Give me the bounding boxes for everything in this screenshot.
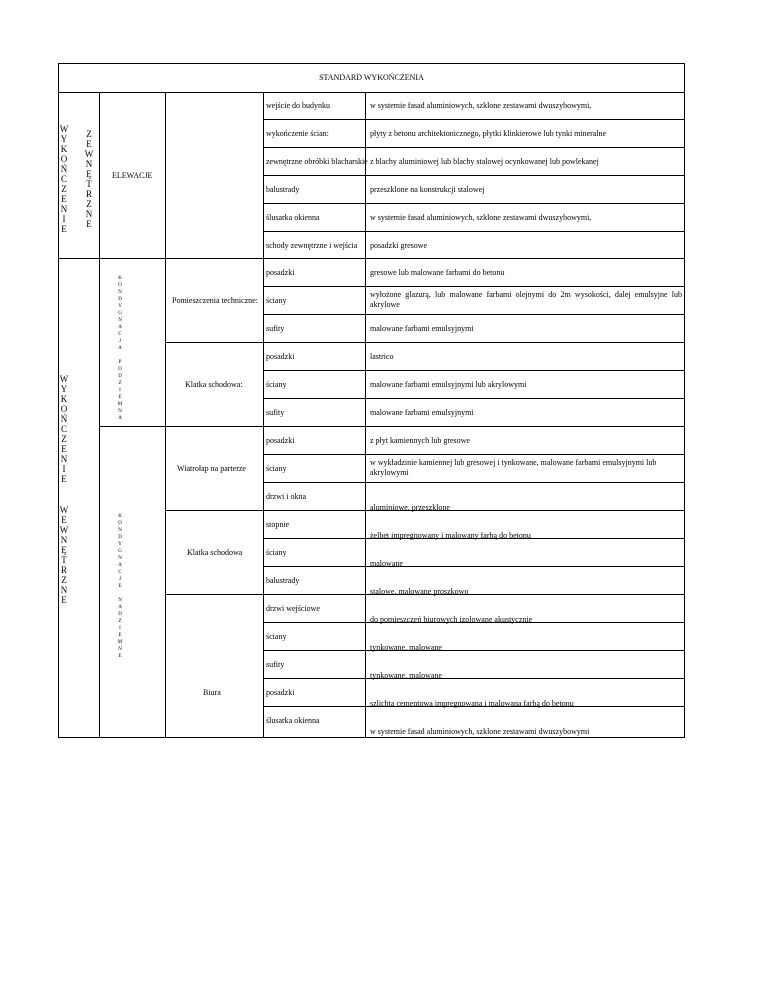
row-desc: stalowe, malowane proszkowo — [370, 587, 469, 596]
col-border-b — [165, 92, 166, 738]
row-item: sufity — [266, 660, 285, 669]
row-line — [263, 175, 685, 176]
row-item: ślusarka okienna — [266, 716, 320, 725]
row-item: ściany — [266, 548, 287, 557]
row-line — [263, 203, 685, 204]
group-wiatrolap: Wiatrołap na parterze — [177, 464, 246, 473]
row-item: schody zewnętrzne i wejścia — [266, 241, 358, 250]
col-border-d — [365, 92, 366, 738]
row-desc: w systemie fasad aluminiowych, szklone zestawami dwuszybowymi — [370, 727, 590, 736]
row-desc: wyłożone glazurą, lub malowane farbami olejnymi do 2m wysokości, dalej emulsyjne lub akrylowe — [370, 290, 682, 309]
row-line — [263, 231, 685, 232]
row-line — [263, 454, 685, 455]
row-item: stopnie — [266, 520, 290, 529]
page-title: STANDARD WYKOŃCZENIA — [319, 73, 424, 82]
frame-bottom — [58, 737, 685, 738]
group-pomieszczenia-techniczne: Pomieszczenia techniczne: — [172, 296, 258, 305]
row-desc: malowane — [370, 559, 403, 568]
row-desc: w systemie fasad aluminiowych, szklone zestawami dwuszybowymi, — [370, 213, 592, 222]
group-elewacje: ELEWACJE — [112, 171, 153, 180]
group-div-1 — [165, 342, 685, 343]
row-item: balustrady — [266, 576, 300, 585]
row-line — [263, 678, 685, 679]
row-line — [263, 566, 685, 567]
row-line — [263, 286, 685, 287]
row-desc: aluminiowe, przeszklone — [370, 503, 450, 512]
row-item: ściany — [266, 380, 287, 389]
row-item: sufity — [266, 324, 285, 333]
row-item: balustrady — [266, 185, 300, 194]
row-item: drzwi i okna — [266, 492, 306, 501]
row-desc: z płyt kamiennych lub gresowe — [370, 436, 470, 445]
row-line — [263, 398, 685, 399]
row-desc: w wykładzinie kamiennej lub gresowej i tynkowane, malowane farbami emulsyjnymi lub akrylowymi — [370, 458, 657, 477]
row-item: wykończenie ścian: — [266, 129, 329, 138]
row-desc: przeszklone na konstrukcji stalowej — [370, 185, 485, 194]
row-line — [263, 650, 685, 651]
label-wykonczenie-zewnetrzne-b: Z E W N Ę T R Z N E — [84, 129, 94, 229]
row-desc: z blachy aluminiowej lub blachy stalowej ocynkowanej lub powlekanej — [370, 157, 599, 166]
label-wykonczenie-zewnetrzne-a: W Y K O Ń C Z E N I E — [59, 124, 69, 234]
group-klatka-schodowa-nadziemna: Klatka schodowa — [187, 548, 243, 557]
group-klatka-schodowa-podziemna: Klatka schodowa: — [185, 380, 243, 389]
row-desc: malowane farbami emulsyjnymi — [370, 408, 474, 417]
row-item: drzwi wejściowe — [266, 604, 320, 613]
row-desc: szlichta cementowa impregnowana i malowana farbą do betonu — [370, 699, 574, 708]
row-line — [263, 147, 685, 148]
label-kondygnacje-nadziemne: K O N D Y G N A C J E N A D Z I E M N E — [117, 514, 123, 659]
frame-right — [684, 63, 685, 738]
header-line — [58, 92, 685, 93]
row-item: posadzki — [266, 436, 295, 445]
col-border-c — [263, 92, 264, 738]
row-item: wejście do budynku — [266, 101, 330, 110]
row-desc: w systemie fasad aluminiowych, szklone zestawami dwuszybowymi, — [370, 101, 592, 110]
label-kondygnacja-podziemna: K O N D Y G N A C J A P O D Z I E M N A — [117, 276, 123, 421]
row-line — [263, 119, 685, 120]
row-item: ślusarka okienna — [266, 213, 320, 222]
row-desc: gresowe lub malowane farbami do betonu — [370, 268, 505, 277]
kond-divider — [99, 426, 685, 427]
row-desc: tynkowane, malowane — [370, 643, 442, 652]
row-desc: płyty z betonu architektonicznego, płytki klinkierowe lub tynki mineralne — [370, 129, 607, 138]
row-line — [263, 314, 685, 315]
row-item: zewnętrzne obróbki blacharskie — [266, 157, 368, 166]
row-desc: malowane farbami emulsyjnymi lub akrylowymi — [370, 380, 527, 389]
frame-top — [58, 63, 685, 64]
row-item: ściany — [266, 296, 287, 305]
row-item: posadzki — [266, 352, 295, 361]
row-desc: żelbet impregnowany i malowany farbą do betonu — [370, 531, 531, 540]
row-item: ściany — [266, 464, 287, 473]
row-desc: do pomieszczeń biurowych izolowane akustycznie — [370, 615, 533, 624]
row-desc: lastrico — [370, 352, 394, 361]
row-desc: malowane farbami emulsyjnymi — [370, 324, 474, 333]
row-desc: posadzki gresowe — [370, 241, 428, 250]
group-biura: Biura — [203, 688, 221, 697]
label-wykonczenie-wewnetrzne-b: W E W N Ę T R Z N E — [59, 505, 69, 605]
col-border-a — [99, 92, 100, 738]
row-line — [263, 370, 685, 371]
row-desc: tynkowane, malowane — [370, 671, 442, 680]
label-wykonczenie-wewnetrzne-a: W Y K O Ń C Z E N I E — [59, 374, 69, 484]
section-divider — [58, 258, 685, 259]
row-item: sufity — [266, 408, 285, 417]
row-line — [263, 482, 685, 483]
row-item: posadzki — [266, 688, 295, 697]
row-item: ściany — [266, 632, 287, 641]
row-item: posadzki — [266, 268, 295, 277]
